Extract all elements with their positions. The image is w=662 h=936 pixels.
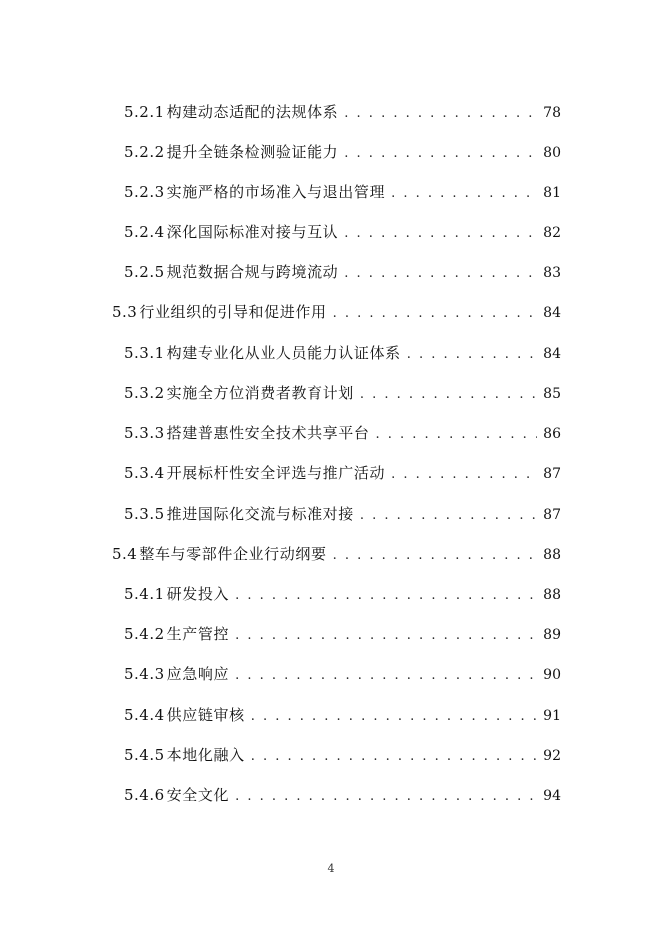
toc-entry-number: 5.2.2	[124, 143, 165, 161]
toc-entry-page: 92	[543, 748, 561, 764]
toc-entry-title: 开展标杆性安全评选与推广活动	[166, 464, 386, 482]
dot-leader	[344, 224, 537, 244]
toc-entry-number: 5.3	[112, 303, 138, 321]
dot-leader	[235, 586, 537, 606]
toc-entry-title: 研发投入	[166, 585, 230, 603]
toc-entry-page: 91	[543, 708, 561, 724]
toc-entry-title: 本地化融入	[166, 746, 245, 764]
toc-entry-page: 87	[543, 507, 561, 523]
toc-entry-page: 78	[543, 105, 561, 121]
toc-entry[interactable]	[124, 142, 561, 164]
dot-leader	[333, 304, 537, 324]
toc-entry-title: 应急响应	[166, 665, 230, 683]
toc-entry-number: 5.4	[112, 545, 138, 563]
toc-entry[interactable]	[124, 664, 561, 686]
toc-entry-title: 生产管控	[166, 625, 230, 643]
toc-entry-number: 5.2.4	[124, 223, 165, 241]
toc-entry-number: 5.4.5	[124, 746, 165, 764]
toc-entry-title: 行业组织的引导和促进作用	[139, 303, 327, 321]
toc-entry-number: 5.2.5	[124, 263, 165, 281]
toc-entry[interactable]	[124, 504, 561, 526]
toc-entry[interactable]	[124, 745, 561, 767]
toc-entry[interactable]	[124, 705, 561, 727]
dot-leader	[344, 144, 537, 164]
toc-entry-page: 87	[543, 466, 561, 482]
toc-entry-page: 94	[543, 788, 561, 804]
toc-entry[interactable]	[124, 102, 561, 124]
page-number-footer: 4	[327, 862, 335, 875]
toc-entry-number: 5.3.4	[124, 464, 165, 482]
toc-entry-page: 90	[543, 667, 561, 683]
dot-leader	[375, 425, 537, 445]
toc-entry-title: 实施全方位消费者教育计划	[166, 384, 354, 402]
toc-entry-title: 构建动态适配的法规体系	[166, 103, 339, 121]
toc-section-entry[interactable]	[112, 544, 561, 566]
toc-entry-title: 规范数据合规与跨境流动	[166, 263, 339, 281]
dot-leader	[344, 264, 537, 284]
toc-entry[interactable]	[124, 423, 561, 445]
toc-entry-title: 实施严格的市场准入与退出管理	[166, 183, 386, 201]
toc-entry-page: 86	[543, 426, 561, 442]
toc-entry-number: 5.4.4	[124, 706, 165, 724]
toc-entry-page: 85	[543, 386, 561, 402]
toc-entry-page: 88	[543, 547, 561, 563]
dot-leader	[235, 666, 537, 686]
toc-entry[interactable]	[124, 383, 561, 405]
toc-entry-number: 5.3.3	[124, 424, 165, 442]
toc-entry[interactable]	[124, 262, 561, 284]
toc-entry[interactable]	[124, 584, 561, 606]
toc-entry[interactable]	[124, 343, 561, 365]
toc-entry-title: 搭建普惠性安全技术共享平台	[166, 424, 370, 442]
toc-entry-title: 整车与零部件企业行动纲要	[139, 545, 327, 563]
toc-entry[interactable]	[124, 785, 561, 807]
toc-entry-title: 深化国际标准对接与互认	[166, 223, 339, 241]
toc-entry-number: 5.2.3	[124, 183, 165, 201]
dot-leader	[391, 184, 537, 204]
toc-entry[interactable]	[124, 222, 561, 244]
dot-leader	[360, 385, 537, 405]
dot-leader	[344, 104, 537, 124]
toc-entry-number: 5.4.2	[124, 625, 165, 643]
dot-leader	[251, 747, 537, 767]
toc-entry-page: 89	[543, 627, 561, 643]
toc-entry-page: 88	[543, 587, 561, 603]
dot-leader	[360, 506, 537, 526]
toc-entry-number: 5.3.5	[124, 505, 165, 523]
toc-entry-title: 供应链审核	[166, 706, 245, 724]
toc-entry-title: 安全文化	[166, 786, 230, 804]
toc-entry-number: 5.3.2	[124, 384, 165, 402]
dot-leader	[333, 546, 537, 566]
dot-leader	[235, 787, 537, 807]
toc-entry[interactable]	[124, 463, 561, 485]
toc-entry-title: 推进国际化交流与标准对接	[166, 505, 354, 523]
toc-entry[interactable]	[124, 182, 561, 204]
toc-entry-number: 5.4.3	[124, 665, 165, 683]
toc-entry-page: 81	[543, 185, 561, 201]
toc-entry-number: 5.4.6	[124, 786, 165, 804]
dot-leader	[391, 465, 537, 485]
toc-entry[interactable]	[124, 624, 561, 646]
toc-entry-number: 5.2.1	[124, 103, 165, 121]
toc-entry-title: 构建专业化从业人员能力认证体系	[166, 344, 401, 362]
toc-entry-page: 83	[543, 265, 561, 281]
toc-entry-number: 5.3.1	[124, 344, 165, 362]
toc-entry-page: 80	[543, 145, 561, 161]
toc-entry-page: 82	[543, 225, 561, 241]
dot-leader	[235, 626, 537, 646]
toc-section-entry[interactable]	[112, 302, 561, 324]
dot-leader	[407, 345, 537, 365]
dot-leader	[251, 707, 537, 727]
toc-entry-number: 5.4.1	[124, 585, 165, 603]
toc-entry-page: 84	[543, 346, 561, 362]
toc-entry-page: 84	[543, 305, 561, 321]
toc-entry-title: 提升全链条检测验证能力	[166, 143, 339, 161]
